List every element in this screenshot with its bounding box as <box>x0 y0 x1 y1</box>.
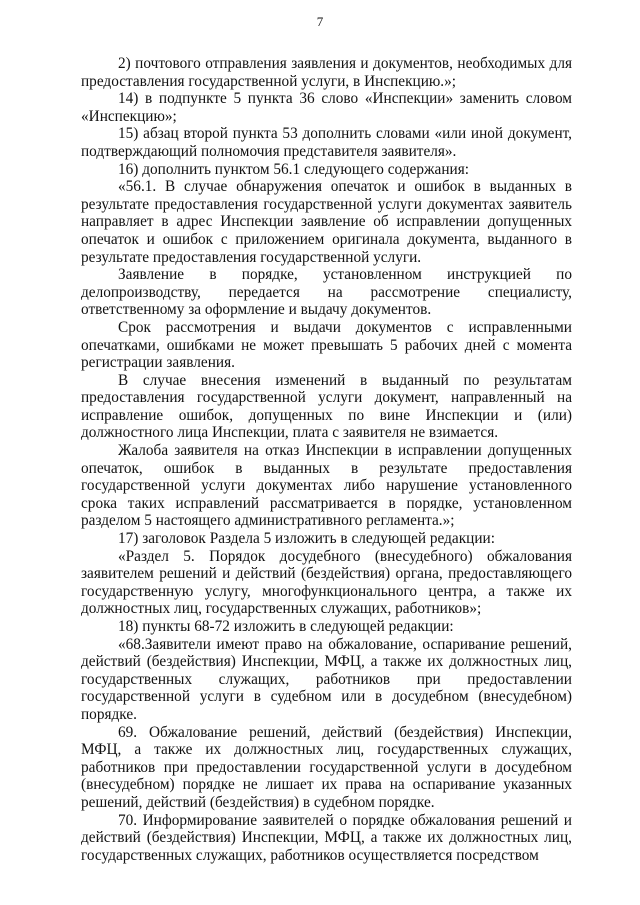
paragraph: 2) почтового отправления заявления и документов, необходимых для предоставления государственной услуги, в Инспекцию.»; <box>81 55 572 90</box>
paragraph: «56.1. В случае обнаружения опечаток и ошибок в выданных в результате предоставления государственной услуги документах заявитель направляет в адрес Инспекции заявление об исправлении допущенных опечаток и ошибок с приложением оригинала документа, выданного в результате предоставления государственной услуги. <box>81 178 572 266</box>
paragraph: 17) заголовок Раздела 5 изложить в следующей редакции: <box>118 530 495 548</box>
paragraph: В случае внесения изменений в выданный по результатам предоставления государственной услуги документ, направленный на исправление ошибок, допущенных по вине Инспекции и (или) должностного лица Инспекции, плата с заявителя не взимается. <box>81 371 572 442</box>
paragraph: «Раздел 5. Порядок досудебного (внесудебного) обжалования заявителем решений и действий (бездействия) органа, предоставляющего государственную услугу, многофункционального центра, а также их должностных лиц, государственных служащих, работников»; <box>81 547 572 618</box>
paragraph: «68.Заявители имеют право на обжалование, оспаривание решений, действий (бездействия) Инспекции, МФЦ, а также их должностных лиц, государственных служащих, работников при предоставлении государственной услуги в судебном или в досудебном (внесудебном) порядке. <box>81 635 572 723</box>
paragraph: 14) в подпункте 5 пункта 36 слово «Инспекции» заменить словом «Инспекцию»; <box>81 90 572 125</box>
paragraph: 16) дополнить пунктом 56.1 следующего содержания: <box>118 160 469 178</box>
document-body <box>81 55 572 864</box>
paragraph: Жалоба заявителя на отказ Инспекции в исправлении допущенных опечаток, ошибок в выданных в результате предоставления государственной услуги документах либо нарушение установленного срока таких исправлений рассматривается в порядке, установленном разделом 5 настоящего административного регламента.»; <box>81 442 572 530</box>
paragraph: Заявление в порядке, установленном инструкцией по делопроизводству, передается на рассмотрение специалисту, ответственному за оформление и выдачу документов. <box>81 266 572 319</box>
paragraph: 15) абзац второй пункта 53 дополнить словами «или иной документ, подтверждающий полномочия представителя заявителя». <box>81 125 572 160</box>
paragraph: 70. Информирование заявителей о порядке обжалования решений и действий (бездействия) Инспекции, МФЦ, а также их должностных лиц, государственных служащих, работников осуществляется посредством <box>81 811 572 864</box>
paragraph: 18) пункты 68-72 изложить в следующей редакции: <box>118 618 454 635</box>
paragraph: Срок рассмотрения и выдачи документов с исправленными опечатками, ошибками не может превышать 5 рабочих дней с момента регистрации заявления. <box>81 318 572 372</box>
page-number: 7 <box>316 14 324 29</box>
paragraph: 69. Обжалование решений, действий (бездействия) Инспекции, МФЦ, а также их должностных лиц, государственных служащих, работников при предоставлении государственной услуги в досудебном (внесудебном) порядке не лишает их права на оспаривание указанных решений, действий (бездействия) в судебном порядке. <box>81 723 572 811</box>
